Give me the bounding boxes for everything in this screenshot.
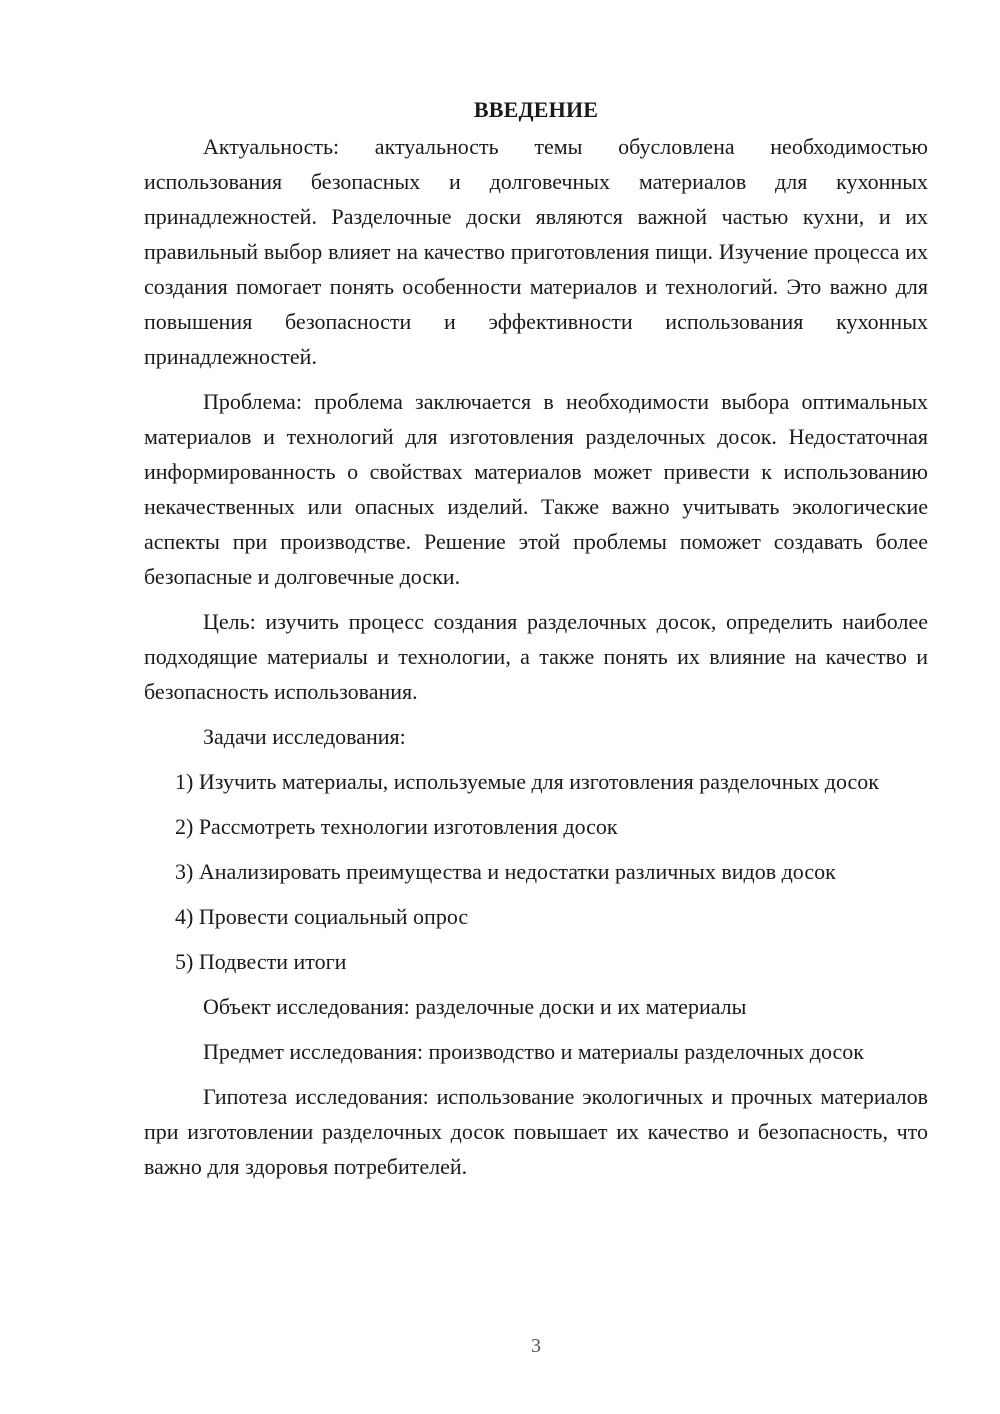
page-number: 3 (531, 1335, 541, 1357)
relevance-paragraph: Актуальность: актуальность темы обусловлена необходимостью использования безопасных и долговечных материалов для кухонных принадлежностей. Разделочные доски являются важной частью кухни, и их правильный выбор влияет на качество приготовления пищи. Изучение процесса их создания помогает понять особенности материалов и технологий. Это важно для повышения безопасности и эффективности использования кухонных принадлежностей. (144, 134, 928, 369)
page-title: ВВЕДЕНИЕ (473, 97, 599, 122)
problem-paragraph: Проблема: проблема заключается в необходимости выбора оптимальных материалов и технологий для изготовления разделочных досок. Недостаточная информированность о свойствах материалов может привести к использованию некачественных или опасных изделий. Также важно учитывать экологические аспекты при производстве. Решение этой проблемы поможет создавать более безопасные и долговечные доски. (144, 389, 928, 589)
research-hypothesis: Гипотеза исследования: использование экологичных и прочных материалов при изготовлении разделочных досок повышает их качество и безопасность, что важно для здоровья потребителей. (144, 1084, 928, 1179)
task-item-3: 3) Анализировать преимущества и недостатки различных видов досок (175, 859, 836, 884)
task-item-4: 4) Провести социальный опрос (175, 904, 469, 929)
task-item-2: 2) Рассмотреть технологии изготовления досок (175, 814, 618, 839)
goal-paragraph: Цель: изучить процесс создания разделочных досок, определить наиболее подходящие материалы и технологии, а также понять их влияние на качество и безопасность использования. (144, 609, 928, 704)
task-item-5: 5) Подвести итоги (175, 949, 347, 974)
task-item-1: 1) Изучить материалы, используемые для изготовления разделочных досок (175, 769, 879, 794)
research-subject: Предмет исследования: производство и материалы разделочных досок (203, 1039, 864, 1064)
document-page (144, 92, 928, 1194)
tasks-heading: Задачи исследования: (203, 724, 406, 749)
research-object: Объект исследования: разделочные доски и их материалы (203, 994, 747, 1019)
